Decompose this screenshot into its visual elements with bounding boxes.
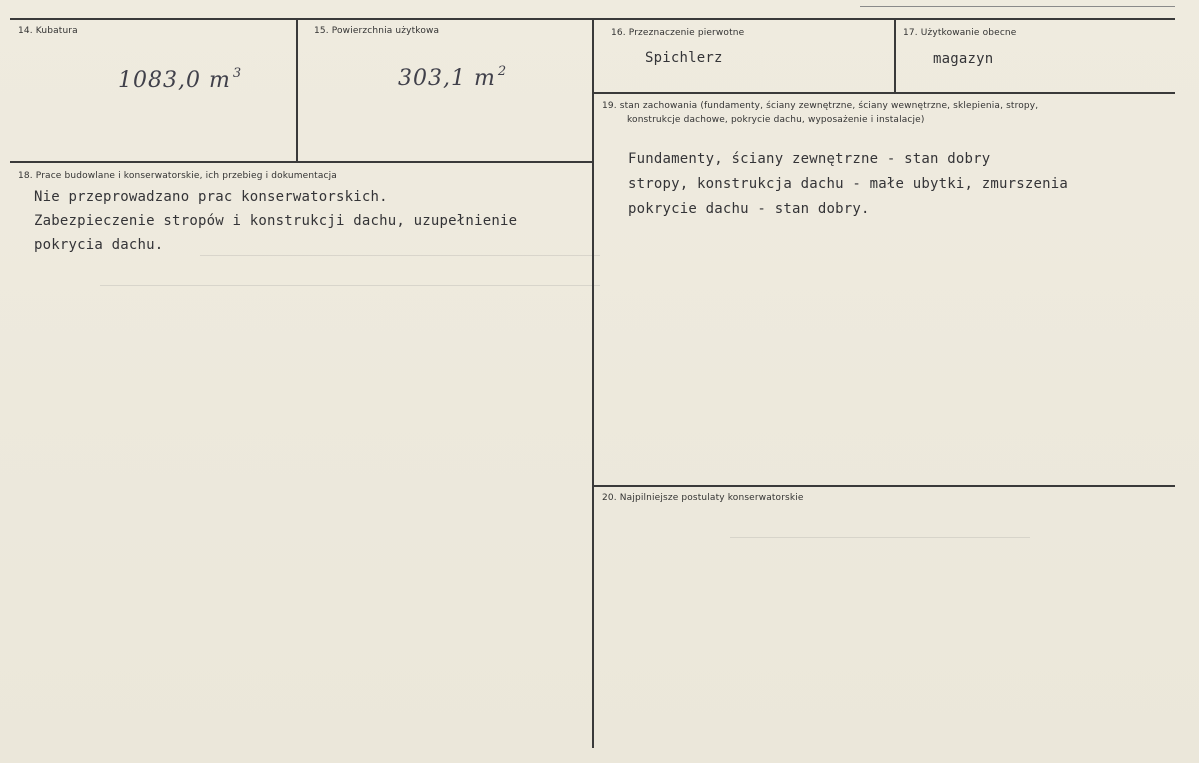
field-14-unit-sup: 3: [232, 66, 243, 81]
field-19-label-cont: konstrukcje dachowe, pokrycie dachu, wyposażenie i instalacje): [627, 115, 925, 125]
show-through-line: [200, 255, 600, 256]
field-15-number: 303,1 m: [398, 66, 496, 91]
field-15-value: [398, 64, 507, 91]
field-14-value: [118, 66, 242, 93]
rule-under-16-17: [594, 92, 1175, 94]
rule-under-14-15: [10, 161, 594, 163]
show-through-line: [100, 285, 600, 286]
rule-under-19: [594, 485, 1175, 487]
field-16-label: 16. Przeznaczenie pierwotne: [611, 28, 745, 38]
field-20-label: 20. Najpilniejsze postulaty konserwatorskie: [602, 493, 804, 503]
show-through-line: [730, 537, 1030, 538]
field-17-value: magazyn: [933, 51, 994, 67]
field-18-line: pokrycia dachu.: [34, 237, 164, 253]
field-18-line: Zabezpieczenie stropów i konstrukcji dachu, uzupełnienie: [34, 213, 518, 229]
field-19-line: stropy, konstrukcja dachu - małe ubytki, zmurszenia: [628, 176, 1069, 192]
center-divider: [592, 20, 594, 748]
divider-16-17: [894, 20, 896, 92]
top-rule-faint: [860, 6, 1175, 7]
field-18-line: Nie przeprowadzano prac konserwatorskich.: [34, 189, 388, 205]
field-17-label: 17. Użytkowanie obecne: [903, 28, 1017, 38]
field-19-label: 19. stan zachowania (fundamenty, ściany zewnętrzne, ściany wewnętrzne, sklepienia, stropy,: [602, 101, 1039, 111]
field-19-line: pokrycie dachu - stan dobry.: [628, 201, 870, 217]
field-15-label: 15. Powierzchnia użytkowa: [314, 26, 440, 36]
field-14-label: 14. Kubatura: [18, 26, 78, 36]
field-15-unit-sup: 2: [497, 64, 508, 79]
field-16-value: Spichlerz: [645, 50, 723, 66]
field-19-line: Fundamenty, ściany zewnętrzne - stan dobry: [628, 151, 991, 167]
field-14-number: 1083,0 m: [118, 68, 231, 93]
divider-14-15: [296, 20, 298, 162]
field-18-label: 18. Prace budowlane i konserwatorskie, ich przebieg i dokumentacja: [18, 171, 337, 181]
